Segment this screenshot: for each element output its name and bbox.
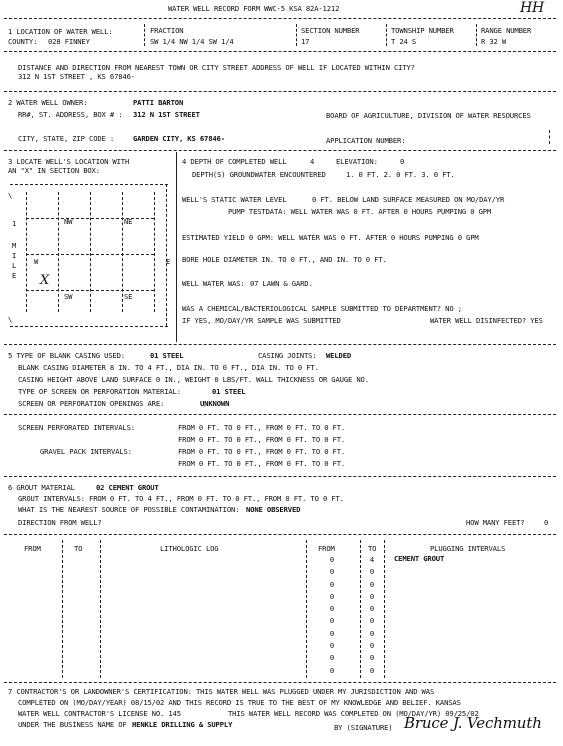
plug-to-cell: 0 [369,604,375,614]
divider [4,682,556,683]
location-label: 1 LOCATION OF WATER WELL: [8,27,113,36]
plug-from-column [327,554,337,677]
divider [4,414,556,415]
divider [4,18,556,19]
log-to-header: TO [74,544,83,553]
plug-from-cell: 0 [329,653,335,663]
county-label: COUNTY: [8,37,38,46]
record-completed: THIS WATER WELL RECORD WAS COMPLETED ON (MO/DAY/YR) 09/25/02 [228,709,479,718]
divider [4,476,556,477]
distance-value: 312 N 1ST STREET , KS 67846- [18,72,135,81]
contamination-value: NONE OBSERVED [246,505,301,514]
plug-from-cell: 0 [329,604,335,614]
gravel-label: GRAVEL PACK INTERVALS: [40,447,132,456]
plug-from-header: FROM [318,544,335,553]
casing-joints-label: CASING JOINTS: [258,351,317,360]
plug-from-cell: 0 [329,567,335,577]
business-name: HENKLE DRILLING & SUPPLY [132,720,233,729]
divider [296,24,297,46]
plug-from-cell: 0 [329,616,335,626]
casing-type: 01 STEEL [150,351,184,360]
fraction-value: SW 1/4 NW 1/4 SW 1/4 [150,37,234,46]
plug-from-cell: 0 [329,665,335,675]
plug-to-cell: 0 [369,616,375,626]
initials: HH [520,0,545,16]
range-value: R 32 W [481,37,507,46]
address-label: RR#, ST. ADDRESS, BOX # : [18,110,123,119]
divider [476,24,477,46]
casing-diameter: BLANK CASING DIAMETER 8 IN. TO 4 FT., DIA IN. TO 0 FT., DIA IN. TO 0 FT. [18,363,319,372]
application-label: APPLICATION NUMBER: [326,136,406,145]
screen-material: 01 STEEL [212,387,246,396]
divider [386,24,387,46]
mile-m: M [12,241,17,250]
mile-one: 1 [12,219,17,228]
divider [4,344,556,345]
divider [4,51,556,52]
signature: Bruce J. Vechmuth [404,714,542,732]
elevation-value: 0 [400,157,405,166]
interval-row: FROM 0 FT. TO 0 FT., FROM 0 FT. TO 0 FT. [178,447,346,456]
divider [549,130,550,144]
cert-line-1: 7 CONTRACTOR'S OR LANDOWNER'S CERTIFICATION: THIS WATER WELL WAS PLUGGED UNDER MY JURISDICTION AND WAS [8,687,435,696]
range-label: RANGE NUMBER [481,26,532,35]
grid-line [26,192,27,312]
divider [176,152,177,342]
license-line: WATER WELL CONTRACTOR'S LICENSE NO. 145 [18,709,181,718]
plug-to-cell: 4 [369,555,375,564]
pump-test: PUMP TESTDATA: WELL WATER WAS 0 FT. AFTER 0 HOURS PUMPING 0 GPM [228,207,492,216]
plug-to-header: TO [368,544,377,553]
direction-label: DIRECTION FROM WELL? [18,518,102,527]
how-many-label: HOW MANY FEET? [466,518,525,527]
quadrant-sw: SW [64,292,73,301]
city-label: CITY, STATE, ZIP CODE : [18,134,115,143]
lithologic-header: LITHOLOGIC LOG [160,544,219,553]
static-value: 0 FT. BELOW LAND SURFACE MEASURED ON MO/DAY/YR [312,195,505,204]
static-label: WELL'S STATIC WATER LEVEL [182,195,287,204]
groundwater-label: DEPTH(S) GROUNDWATER ENCOUNTERED [192,170,326,179]
divider [62,540,63,678]
screen-material-label: TYPE OF SCREEN OR PERFORATION MATERIAL: [18,387,181,396]
groundwater-values: 1. 0 FT. 2. 0 FT. 3. 0 FT. [346,170,455,179]
interval-row: FROM 0 FT. TO 0 FT., FROM 0 FT. TO 0 FT. [178,459,346,468]
contamination-label: WHAT IS THE NEAREST SOURCE OF POSSIBLE CONTAMINATION: [18,505,240,514]
elevation-label: ELEVATION: [336,157,378,166]
chem-sample: WAS A CHEMICAL/BACTERIOLOGICAL SAMPLE SUBMITTED TO DEPARTMENT? NO ; [182,304,462,313]
township-value: T 24 S [391,37,417,46]
interval-row: FROM 0 FT. TO 0 FT., FROM 0 FT. TO 0 FT. [178,435,346,444]
county-value: 028 FINNEY [48,37,90,46]
distance-label: DISTANCE AND DIRECTION FROM NEAREST TOWN OR CITY STREET ADDRESS OF WELL IF LOCATED WITHIN CITY? [18,63,415,72]
township-label: TOWNSHIP NUMBER [391,26,454,35]
grid-line [90,192,91,312]
address-value: 312 N 1ST STREET [133,110,200,119]
slash-bottom: \ [8,315,13,324]
section-box [6,178,172,340]
casing-joints: WELDED [326,351,352,360]
plug-material: CEMENT GROUT [394,554,445,563]
direction-e: E [166,257,171,266]
quadrant-ne: NE [124,217,133,226]
depth-label: 4 DEPTH OF COMPLETED WELL [182,157,287,166]
section-value: 17 [301,37,310,46]
depth-value: 4 [310,157,315,166]
bore-hole: BORE HOLE DIAMETER IN. TO 0 FT., AND IN. TO 0 FT. [182,255,387,264]
grid-line [122,192,123,312]
fraction-label: FRACTION [150,26,184,35]
owner-name: PATTI BARTON [133,98,184,107]
divider [306,540,307,678]
plug-to-cell: 0 [369,653,375,663]
page-title: WATER WELL RECORD FORM WWC-5 KSA 82A-1212 [168,4,340,13]
log-from-header: FROM [24,544,41,553]
plug-from-cell: 0 [329,579,335,589]
quadrant-nw: NW [64,217,73,226]
signature-label: BY (SIGNATURE) [334,723,393,732]
plug-from-cell: 0 [329,555,335,564]
water-use-value: 07 LAWN & GARD. [250,279,313,288]
divider [100,540,101,678]
section-label: SECTION NUMBER [301,26,360,35]
mile-i: I [12,251,17,260]
casing-label: 5 TYPE OF BLANK CASING USED: [8,351,125,360]
grid-line [154,192,155,312]
grid-line [10,326,168,327]
divider [4,534,556,535]
plug-from-cell: 0 [329,641,335,651]
grout-intervals: GROUT INTERVALS: FROM 0 FT. TO 4 FT., FROM 0 FT. TO 0 FT., FROM 0 FT. TO 0 FT. [18,494,344,503]
well-x-mark: X [40,273,50,288]
divider [144,24,145,46]
estimated-yield: ESTIMATED YIELD 0 GPM: WELL WATER WAS 0 FT. AFTER 0 HOURS PUMPING 0 GPM [182,233,479,242]
plug-to-cell: 0 [369,628,375,638]
divider [384,540,385,678]
perforated-label: SCREEN PERFORATED INTERVALS: [18,423,135,432]
locate-label-1: 3 LOCATE WELL'S LOCATION WITH [8,157,130,166]
interval-row: FROM 0 FT. TO 0 FT., FROM 0 FT. TO 0 FT. [178,423,346,432]
plugging-header: PLUGGING INTERVALS [430,544,506,553]
plug-from-cell: 0 [329,628,335,638]
mile-l: L [12,261,17,270]
plug-to-column [367,554,377,677]
slash-top: \ [8,191,13,200]
divider [360,540,361,678]
grid-line [58,192,59,312]
plug-to-cell: 0 [369,579,375,589]
how-many-value: 0 [544,518,549,527]
quadrant-se: SE [124,292,133,301]
plug-to-cell: 0 [369,641,375,651]
grid-line [166,184,167,326]
grout-label: 6 GROUT MATERIAL [8,483,75,492]
divider [4,91,556,92]
plug-to-cell: 0 [369,665,375,675]
divider [4,150,556,151]
mile-e: E [12,271,17,280]
sample-date: IF YES, MO/DAY/YR SAMPLE WAS SUBMITTED [182,316,341,325]
disinfected: WATER WELL DISINFECTED? YES [430,316,543,325]
cert-line-2: COMPLETED ON (MO/DAY/YEAR) 08/15/02 AND THIS RECORD IS TRUE TO THE BEST OF MY KNOWLEDGE AND BELIEF. KANSAS [18,698,461,707]
board-text: BOARD OF AGRICULTURE, DIVISION OF WATER RESOURCES [326,111,531,120]
owner-label: 2 WATER WELL OWNER: [8,98,88,107]
openings-value: UNKNOWN [200,399,230,408]
direction-w: W [34,257,39,266]
grid-line [10,184,168,185]
locate-label-2: AN "X" IN SECTION BOX: [8,166,100,175]
casing-height: CASING HEIGHT ABOVE LAND SURFACE 0 IN., WEIGHT 0 LBS/FT. WALL THICKNESS OR GAUGE NO. [18,375,369,384]
business-label: UNDER THE BUSINESS NAME OF [18,720,127,729]
openings-label: SCREEN OR PERFORATION OPENINGS ARE: [18,399,165,408]
plug-to-cell: 0 [369,567,375,577]
water-use-label: WELL WATER WAS: [182,279,245,288]
plug-to-cell: 0 [369,591,375,601]
grout-material: 02 CEMENT GROUT [96,483,159,492]
city-value: GARDEN CITY, KS 67846- [133,134,225,143]
plug-from-cell: 0 [329,591,335,601]
